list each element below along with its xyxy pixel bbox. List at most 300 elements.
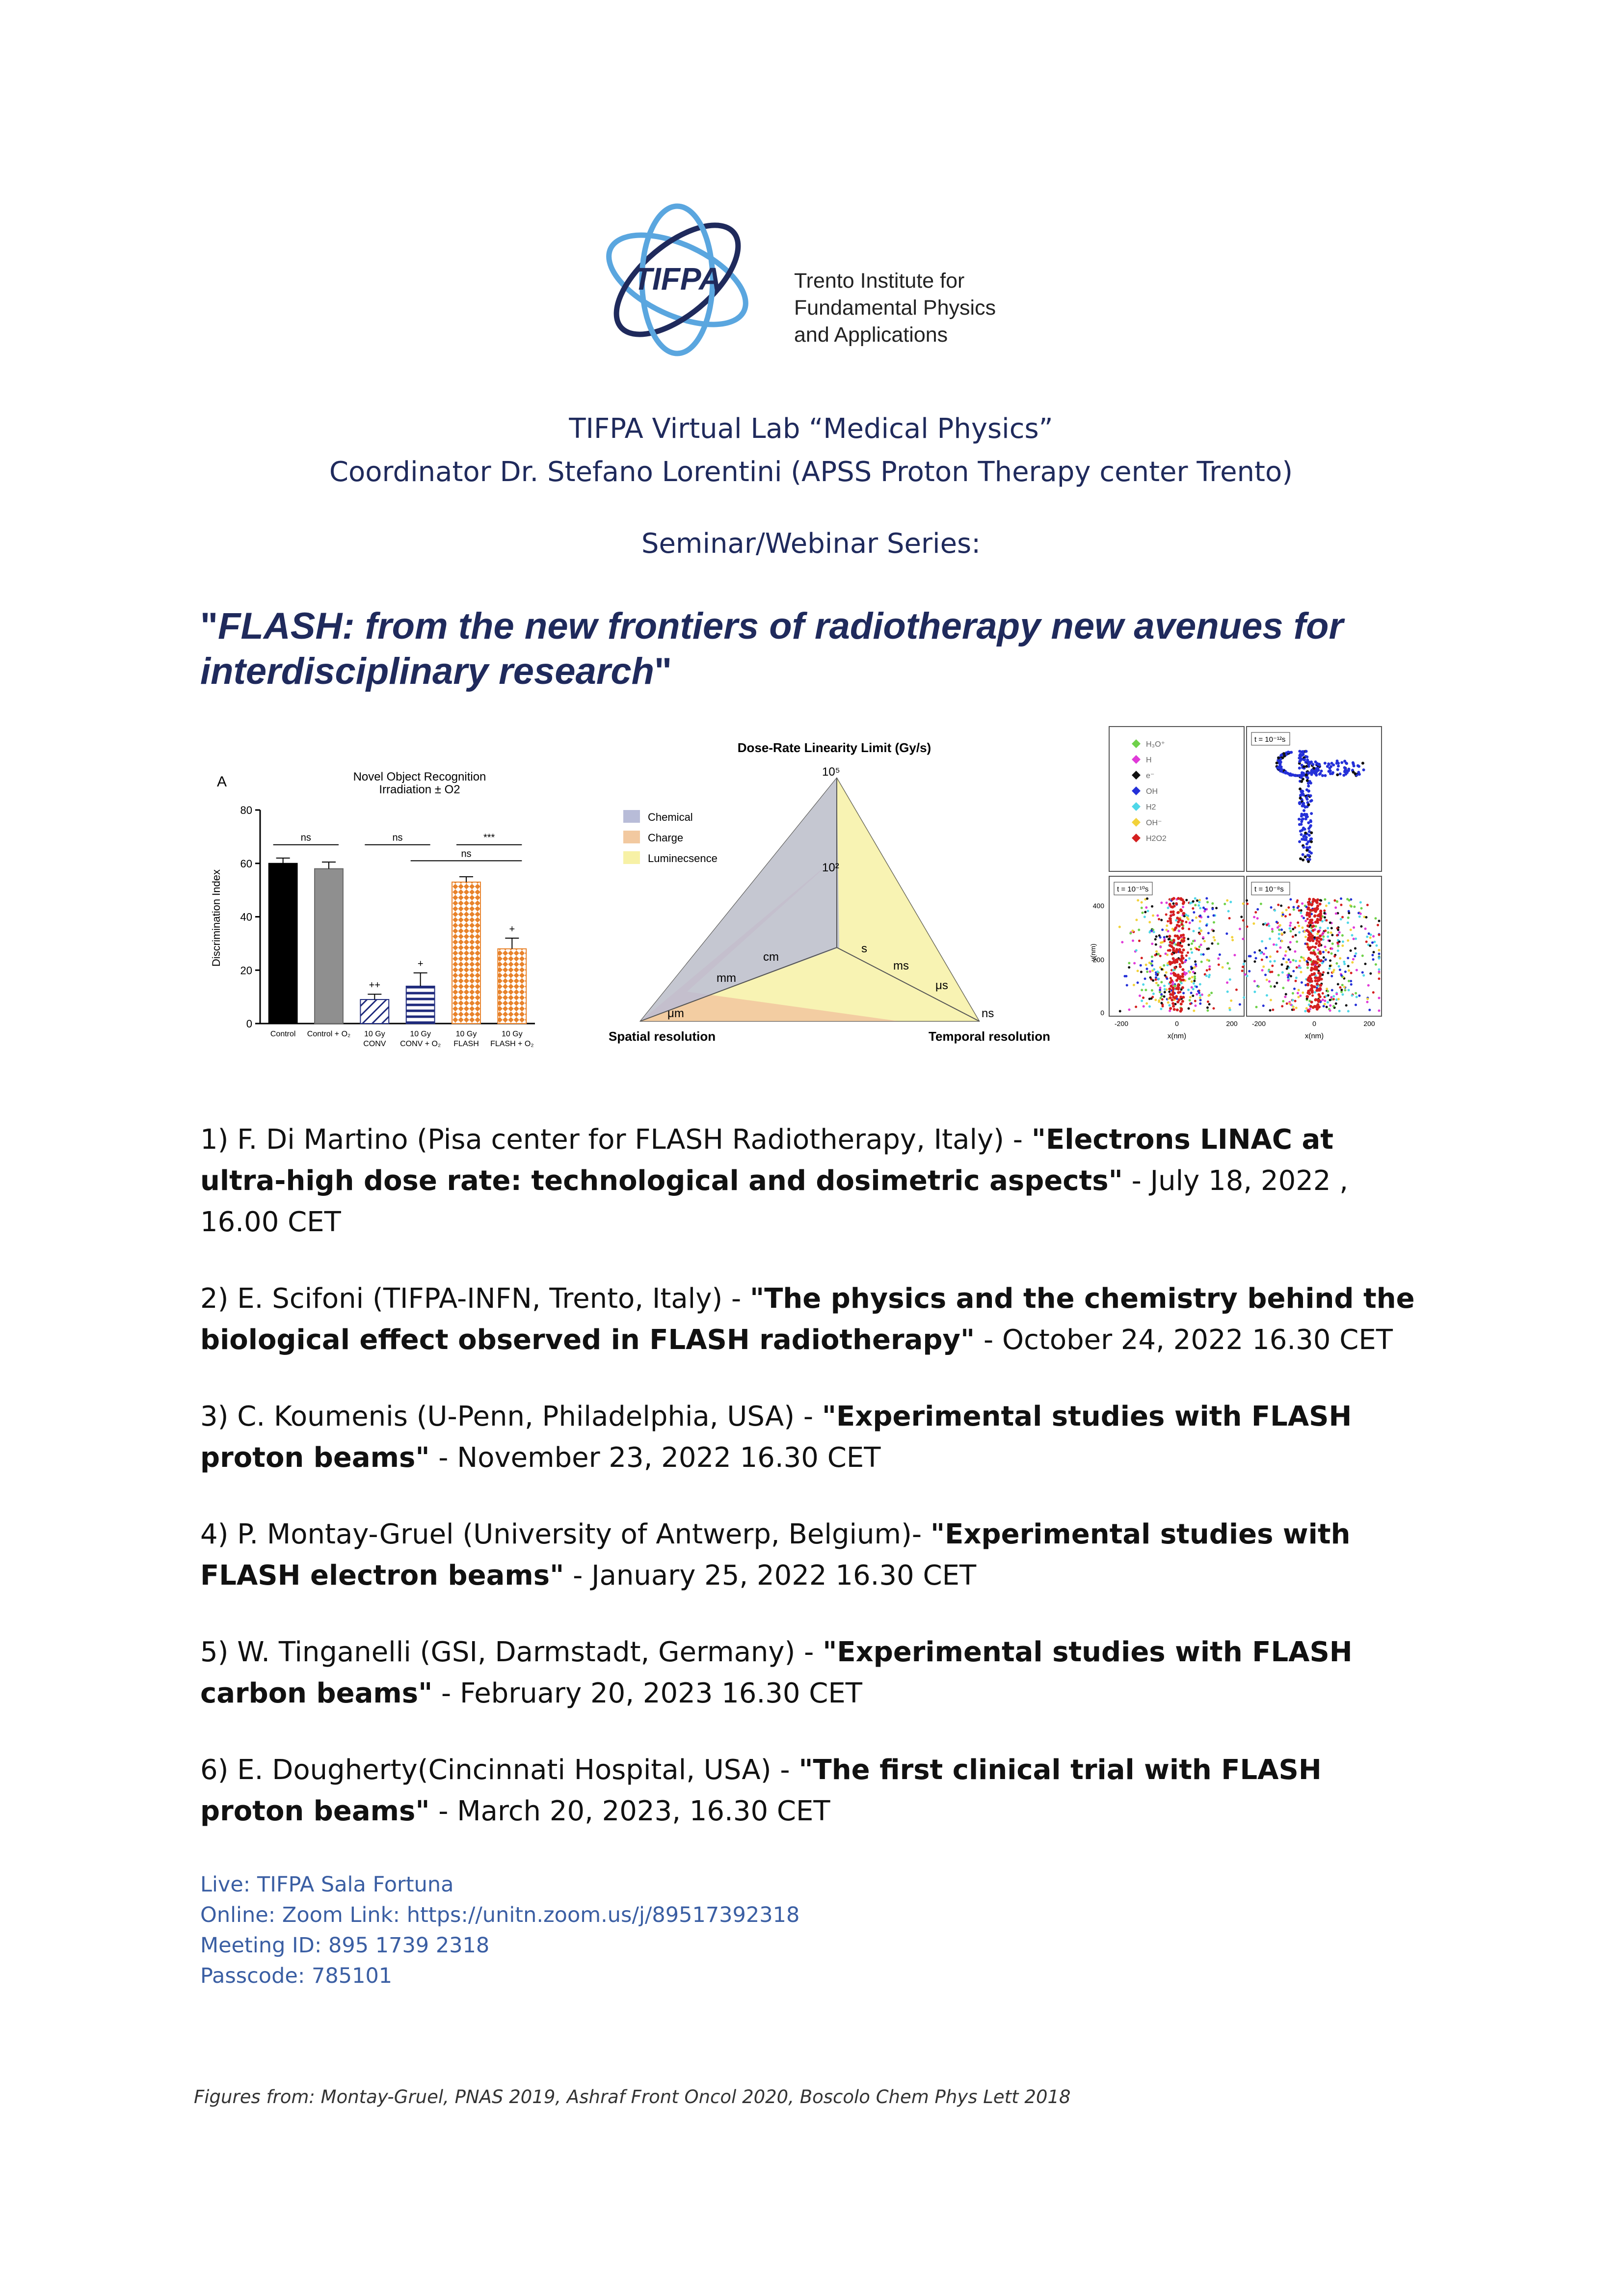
- track-point: [1269, 1009, 1272, 1012]
- track-point: [1276, 950, 1278, 953]
- track-point: [1154, 938, 1157, 941]
- track-point: [1327, 927, 1329, 929]
- track-point: [1286, 968, 1288, 970]
- track-point: [1310, 1000, 1313, 1003]
- track-point: [1292, 1006, 1295, 1008]
- track-point: [1164, 988, 1166, 991]
- track-point: [1343, 986, 1346, 988]
- track-point: [1378, 968, 1381, 971]
- bracket-ns-1-label: ns: [300, 832, 311, 843]
- track-point: [1324, 999, 1326, 1002]
- category-label: CONV + O₂: [400, 1040, 441, 1048]
- track-point: [1187, 989, 1190, 991]
- track-point: [1270, 999, 1272, 1001]
- title-text: FLASH: from the new frontiers of radiotherapy new avenues for interdisciplinary research: [200, 605, 1344, 692]
- track-point: [1329, 769, 1332, 772]
- track-point: [1254, 911, 1257, 914]
- track-point: [1377, 924, 1379, 926]
- track-point: [1310, 980, 1313, 983]
- legend-charge: Charge: [648, 832, 684, 844]
- track-point: [1309, 824, 1312, 827]
- track-point: [1303, 838, 1305, 841]
- track-point: [1218, 964, 1220, 966]
- track-point: [1303, 758, 1306, 761]
- track-point: [1338, 931, 1341, 934]
- track-point: [1307, 784, 1310, 787]
- track-point: [1194, 1004, 1197, 1007]
- track-point: [1192, 940, 1195, 942]
- track-point: [1354, 955, 1356, 957]
- track-point: [1193, 911, 1195, 914]
- track-point: [1174, 934, 1177, 937]
- track-point: [1289, 924, 1291, 927]
- track-point: [1350, 905, 1353, 908]
- track-point: [1305, 773, 1308, 776]
- track-point: [1280, 928, 1283, 931]
- track-point: [1341, 993, 1344, 996]
- track-point: [1206, 901, 1209, 903]
- track-point: [1132, 940, 1134, 942]
- track-point: [1172, 939, 1175, 942]
- track-point: [1141, 957, 1143, 959]
- track-point: [1210, 992, 1213, 994]
- track-point: [1326, 1006, 1328, 1008]
- track-point: [1306, 924, 1309, 927]
- track-point: [1161, 928, 1164, 931]
- track-point: [1143, 916, 1146, 918]
- track-point: [1118, 926, 1121, 928]
- track-point: [1160, 997, 1162, 999]
- track-point: [1181, 1000, 1184, 1003]
- track-point: [1327, 1001, 1329, 1003]
- track-point: [1207, 932, 1210, 934]
- track-point: [1242, 902, 1245, 905]
- track-point: [1125, 975, 1127, 977]
- track-point: [1277, 756, 1280, 759]
- track-point: [1330, 952, 1333, 955]
- track-point: [1271, 928, 1274, 930]
- track-point: [1311, 769, 1314, 772]
- track-point: [1283, 931, 1286, 934]
- track-point: [1246, 925, 1249, 928]
- track-point: [1172, 1005, 1175, 1008]
- track-point: [1182, 978, 1185, 981]
- track-point: [1355, 952, 1357, 955]
- track-point: [1166, 924, 1168, 927]
- track-structure-plots: [1090, 722, 1384, 1046]
- x-axis-label-left: x(nm): [1167, 1032, 1187, 1040]
- track-point: [1181, 972, 1184, 975]
- track-point: [1324, 945, 1327, 948]
- track-point: [1202, 953, 1205, 956]
- panel-letter: A: [217, 774, 227, 790]
- track-point: [1311, 934, 1314, 937]
- track-point: [1181, 968, 1184, 971]
- track-point: [1128, 1008, 1130, 1011]
- track-point: [1289, 961, 1292, 963]
- track-point: [1309, 800, 1312, 803]
- track-point: [1141, 989, 1143, 991]
- track-point: [1287, 751, 1290, 754]
- track-point: [1285, 950, 1287, 953]
- track-point: [1302, 802, 1304, 805]
- track-point: [1306, 945, 1309, 948]
- track-point: [1298, 756, 1301, 759]
- zoom-link[interactable]: Online: Zoom Link: https://unitn.zoom.us/j/89517392318: [200, 1903, 800, 1927]
- track-point: [1225, 932, 1228, 935]
- track-point: [1289, 941, 1292, 944]
- track-point: [1198, 933, 1201, 935]
- track-point: [1172, 902, 1174, 905]
- track-point: [1284, 954, 1287, 957]
- track-point: [1343, 961, 1345, 963]
- track-point: [1314, 946, 1317, 949]
- track-point: [1203, 940, 1206, 943]
- track-point: [1146, 897, 1148, 900]
- track-point: [1213, 936, 1215, 939]
- legend-swatch-chemical: [623, 810, 640, 823]
- spatial-tick-cm: cm: [763, 950, 779, 964]
- track-point: [1340, 904, 1342, 906]
- track-point: [1193, 1009, 1195, 1012]
- track-point: [1154, 999, 1157, 1001]
- track-point: [1350, 949, 1352, 952]
- track-point: [1338, 965, 1340, 968]
- track-point: [1324, 1003, 1326, 1005]
- track-point: [1378, 934, 1381, 936]
- track-point: [1169, 918, 1172, 920]
- track-point: [1157, 953, 1160, 955]
- chart-title-line-1: Novel Object Recognition: [353, 770, 486, 783]
- track-point: [1310, 831, 1313, 834]
- track-point: [1330, 927, 1333, 929]
- track-point: [1146, 968, 1148, 970]
- lab-heading: [0, 407, 1622, 494]
- bar: [498, 949, 526, 1024]
- track-point: [1167, 907, 1170, 909]
- track-point: [1263, 953, 1265, 955]
- title-open-quote: ": [200, 605, 218, 647]
- track-point: [1190, 948, 1192, 950]
- track-point: [1172, 972, 1175, 975]
- track-point: [1301, 981, 1303, 984]
- track-point: [1304, 919, 1307, 922]
- track-point: [1301, 774, 1304, 777]
- track-point: [1266, 994, 1268, 997]
- track-point: [1188, 928, 1190, 930]
- track-point: [1160, 902, 1163, 904]
- track-point: [1176, 1008, 1179, 1011]
- track-point: [1304, 855, 1307, 858]
- track-point: [1303, 806, 1306, 809]
- talk-item: [200, 1514, 1427, 1596]
- y-axis-label: Discrimination Index: [211, 869, 222, 967]
- track-point: [1189, 1002, 1192, 1005]
- track-point: [1154, 954, 1157, 956]
- track-point: [1306, 779, 1309, 782]
- radar-title: Dose-Rate Linearity Limit (Gy/s): [737, 740, 931, 755]
- track-point: [1155, 973, 1157, 976]
- track-point: [1151, 943, 1153, 945]
- track-point: [1137, 899, 1139, 902]
- y-tick-0: 0: [1100, 1009, 1104, 1017]
- track-point: [1303, 809, 1305, 812]
- track-point: [1318, 913, 1321, 916]
- track-point: [1151, 970, 1154, 972]
- species-label: H₃O⁺: [1146, 740, 1165, 749]
- track-point: [1276, 926, 1279, 929]
- track-point: [1158, 934, 1161, 937]
- track-point: [1344, 971, 1347, 973]
- track-point: [1188, 957, 1191, 960]
- track-point: [1307, 772, 1310, 775]
- track-point: [1309, 1005, 1312, 1008]
- track-point: [1330, 762, 1333, 765]
- track-point: [1144, 911, 1146, 913]
- track-point: [1219, 953, 1221, 956]
- track-point: [1177, 973, 1180, 976]
- track-point: [1152, 979, 1154, 982]
- track-point: [1189, 902, 1192, 904]
- track-point: [1367, 984, 1370, 987]
- track-point: [1317, 972, 1320, 974]
- track-point: [1324, 898, 1326, 901]
- track-point: [1378, 952, 1381, 955]
- track-point: [1205, 924, 1208, 927]
- track-point: [1319, 903, 1322, 906]
- track-point: [1253, 951, 1256, 954]
- track-point: [1155, 950, 1158, 953]
- species-label: H2O2: [1146, 835, 1167, 843]
- track-point: [1269, 938, 1271, 940]
- track-point: [1203, 910, 1206, 913]
- track-point: [1180, 1002, 1183, 1005]
- track-point: [1292, 992, 1294, 995]
- track-point: [1292, 959, 1295, 961]
- track-point: [1366, 904, 1369, 906]
- track-point: [1176, 958, 1179, 961]
- track-point: [1314, 920, 1317, 923]
- track-point: [1146, 971, 1148, 973]
- track-point: [1331, 934, 1333, 936]
- track-point: [1285, 909, 1288, 911]
- track-point: [1119, 1010, 1121, 1012]
- track-point: [1322, 992, 1324, 995]
- track-point: [1284, 996, 1286, 998]
- track-point: [1332, 971, 1334, 973]
- track-point: [1289, 927, 1291, 930]
- track-point: [1148, 998, 1151, 1000]
- track-point: [1180, 945, 1183, 947]
- track-point: [1295, 1007, 1298, 1009]
- track-point: [1325, 995, 1328, 998]
- track-point: [1180, 939, 1183, 942]
- track-point: [1350, 929, 1352, 931]
- track-point: [1176, 1000, 1179, 1003]
- talk-title: "Electrons LINAC at ultra-high dose rate: technological and dosimetric aspects": [200, 1124, 1334, 1197]
- track-point: [1323, 1005, 1325, 1007]
- track-point: [1202, 936, 1204, 939]
- track-point: [1148, 1005, 1151, 1008]
- track-point: [1228, 917, 1231, 919]
- track-point: [1138, 940, 1141, 942]
- track-point: [1378, 957, 1381, 960]
- track-point: [1205, 897, 1208, 900]
- track-point: [1344, 773, 1347, 776]
- track-point: [1315, 962, 1318, 965]
- track-point: [1365, 941, 1368, 943]
- track-point: [1244, 973, 1246, 976]
- y-tick-label: 80: [240, 804, 252, 816]
- talk-number: 6): [200, 1754, 238, 1786]
- track-point: [1175, 902, 1178, 905]
- x-tick-left-3: 200: [1226, 1020, 1238, 1027]
- spatial-tick-mm: mm: [717, 972, 736, 985]
- track-point: [1334, 906, 1337, 909]
- track-point: [1347, 921, 1349, 924]
- track-point: [1244, 960, 1246, 962]
- track-point: [1358, 916, 1361, 918]
- track-point: [1177, 911, 1180, 914]
- track-panel-early: [1247, 727, 1382, 871]
- track-point: [1208, 968, 1211, 971]
- talk-speaker: W. Tinganelli (GSI, Darmstadt, Germany) -: [237, 1636, 823, 1668]
- track-point: [1270, 985, 1272, 988]
- track-point: [1213, 1007, 1215, 1010]
- track-point: [1342, 941, 1344, 943]
- track-point: [1341, 984, 1344, 986]
- track-point: [1331, 989, 1333, 992]
- track-point: [1330, 996, 1332, 999]
- track-point: [1319, 984, 1322, 987]
- track-point: [1328, 902, 1330, 904]
- track-point: [1359, 901, 1362, 904]
- track-point: [1145, 964, 1147, 966]
- track-point: [1155, 976, 1157, 979]
- track-point: [1142, 997, 1144, 999]
- track-point: [1327, 931, 1330, 934]
- track-point: [1133, 984, 1135, 986]
- track-point: [1341, 945, 1344, 947]
- track-point: [1144, 977, 1146, 980]
- track-point: [1357, 771, 1360, 774]
- track-point: [1282, 1000, 1284, 1002]
- track-point: [1314, 991, 1316, 994]
- track-point: [1371, 942, 1374, 944]
- track-point: [1151, 905, 1153, 908]
- track-point: [1241, 970, 1244, 972]
- track-point: [1146, 910, 1149, 912]
- track-point: [1347, 957, 1349, 959]
- track-point: [1315, 942, 1318, 945]
- track-point: [1298, 909, 1301, 912]
- track-point: [1284, 915, 1287, 918]
- talk-title: "Experimental studies with FLASH proton beams": [200, 1401, 1352, 1474]
- track-point: [1317, 767, 1320, 770]
- track-point: [1256, 917, 1259, 919]
- track-point: [1315, 774, 1318, 777]
- track-point: [1373, 951, 1375, 953]
- track-point: [1195, 963, 1197, 966]
- track-point: [1277, 904, 1279, 906]
- track-point: [1160, 919, 1163, 921]
- track-point: [1257, 985, 1260, 988]
- track-point: [1169, 993, 1172, 996]
- track-point: [1150, 929, 1153, 932]
- track-point: [1309, 951, 1312, 954]
- category-label: 10 Gy: [501, 1030, 523, 1038]
- track-point: [1292, 999, 1294, 1001]
- track-point: [1239, 928, 1241, 930]
- track-point: [1302, 853, 1304, 856]
- species-label: e⁻: [1146, 772, 1155, 780]
- track-point: [1277, 974, 1280, 976]
- track-point: [1174, 1003, 1177, 1005]
- track-point: [1329, 921, 1331, 924]
- x-tick-right-3: 200: [1363, 1020, 1375, 1027]
- track-point: [1140, 964, 1142, 967]
- track-point: [1246, 975, 1249, 977]
- talk-item: [200, 1119, 1427, 1243]
- track-point: [1169, 996, 1172, 999]
- track-point: [1196, 986, 1198, 988]
- track-point: [1315, 770, 1318, 773]
- track-point: [1295, 980, 1297, 982]
- track-point: [1336, 934, 1338, 937]
- track-point: [1306, 912, 1309, 915]
- track-point: [1188, 1007, 1190, 1010]
- track-point: [1160, 981, 1163, 983]
- track-point: [1168, 935, 1171, 938]
- track-point: [1121, 941, 1123, 944]
- track-point: [1197, 948, 1200, 951]
- talk-date: - November 23, 2022 16.30 CET: [429, 1442, 881, 1474]
- track-point: [1167, 1001, 1170, 1004]
- track-point: [1156, 971, 1159, 973]
- track-point: [1293, 774, 1296, 777]
- track-point: [1248, 955, 1250, 957]
- track-point: [1289, 774, 1292, 777]
- track-point: [1298, 818, 1301, 821]
- track-point: [1157, 984, 1159, 987]
- track-point: [1320, 978, 1323, 981]
- species-label: OH: [1146, 787, 1158, 796]
- track-point: [1165, 929, 1168, 931]
- track-point: [1261, 959, 1263, 961]
- track-point: [1174, 985, 1176, 987]
- track-point: [1298, 767, 1301, 770]
- bracket-ns-3-label: ns: [461, 848, 472, 860]
- track-point: [1167, 920, 1169, 922]
- track-point: [1302, 846, 1305, 849]
- track-point: [1330, 765, 1332, 768]
- track-point: [1171, 906, 1174, 909]
- talk-item: [200, 1396, 1427, 1479]
- track-point: [1290, 751, 1293, 754]
- track-point: [1151, 960, 1153, 963]
- track-point: [1159, 991, 1161, 993]
- track-point: [1309, 920, 1312, 923]
- track-point: [1361, 971, 1364, 973]
- track-point: [1355, 938, 1357, 940]
- track-point: [1352, 762, 1355, 765]
- track-point: [1358, 995, 1360, 997]
- track-point: [1284, 771, 1287, 774]
- track-point: [1319, 974, 1322, 977]
- track-point: [1149, 971, 1151, 973]
- track-point: [1188, 944, 1190, 946]
- track-point: [1305, 815, 1308, 818]
